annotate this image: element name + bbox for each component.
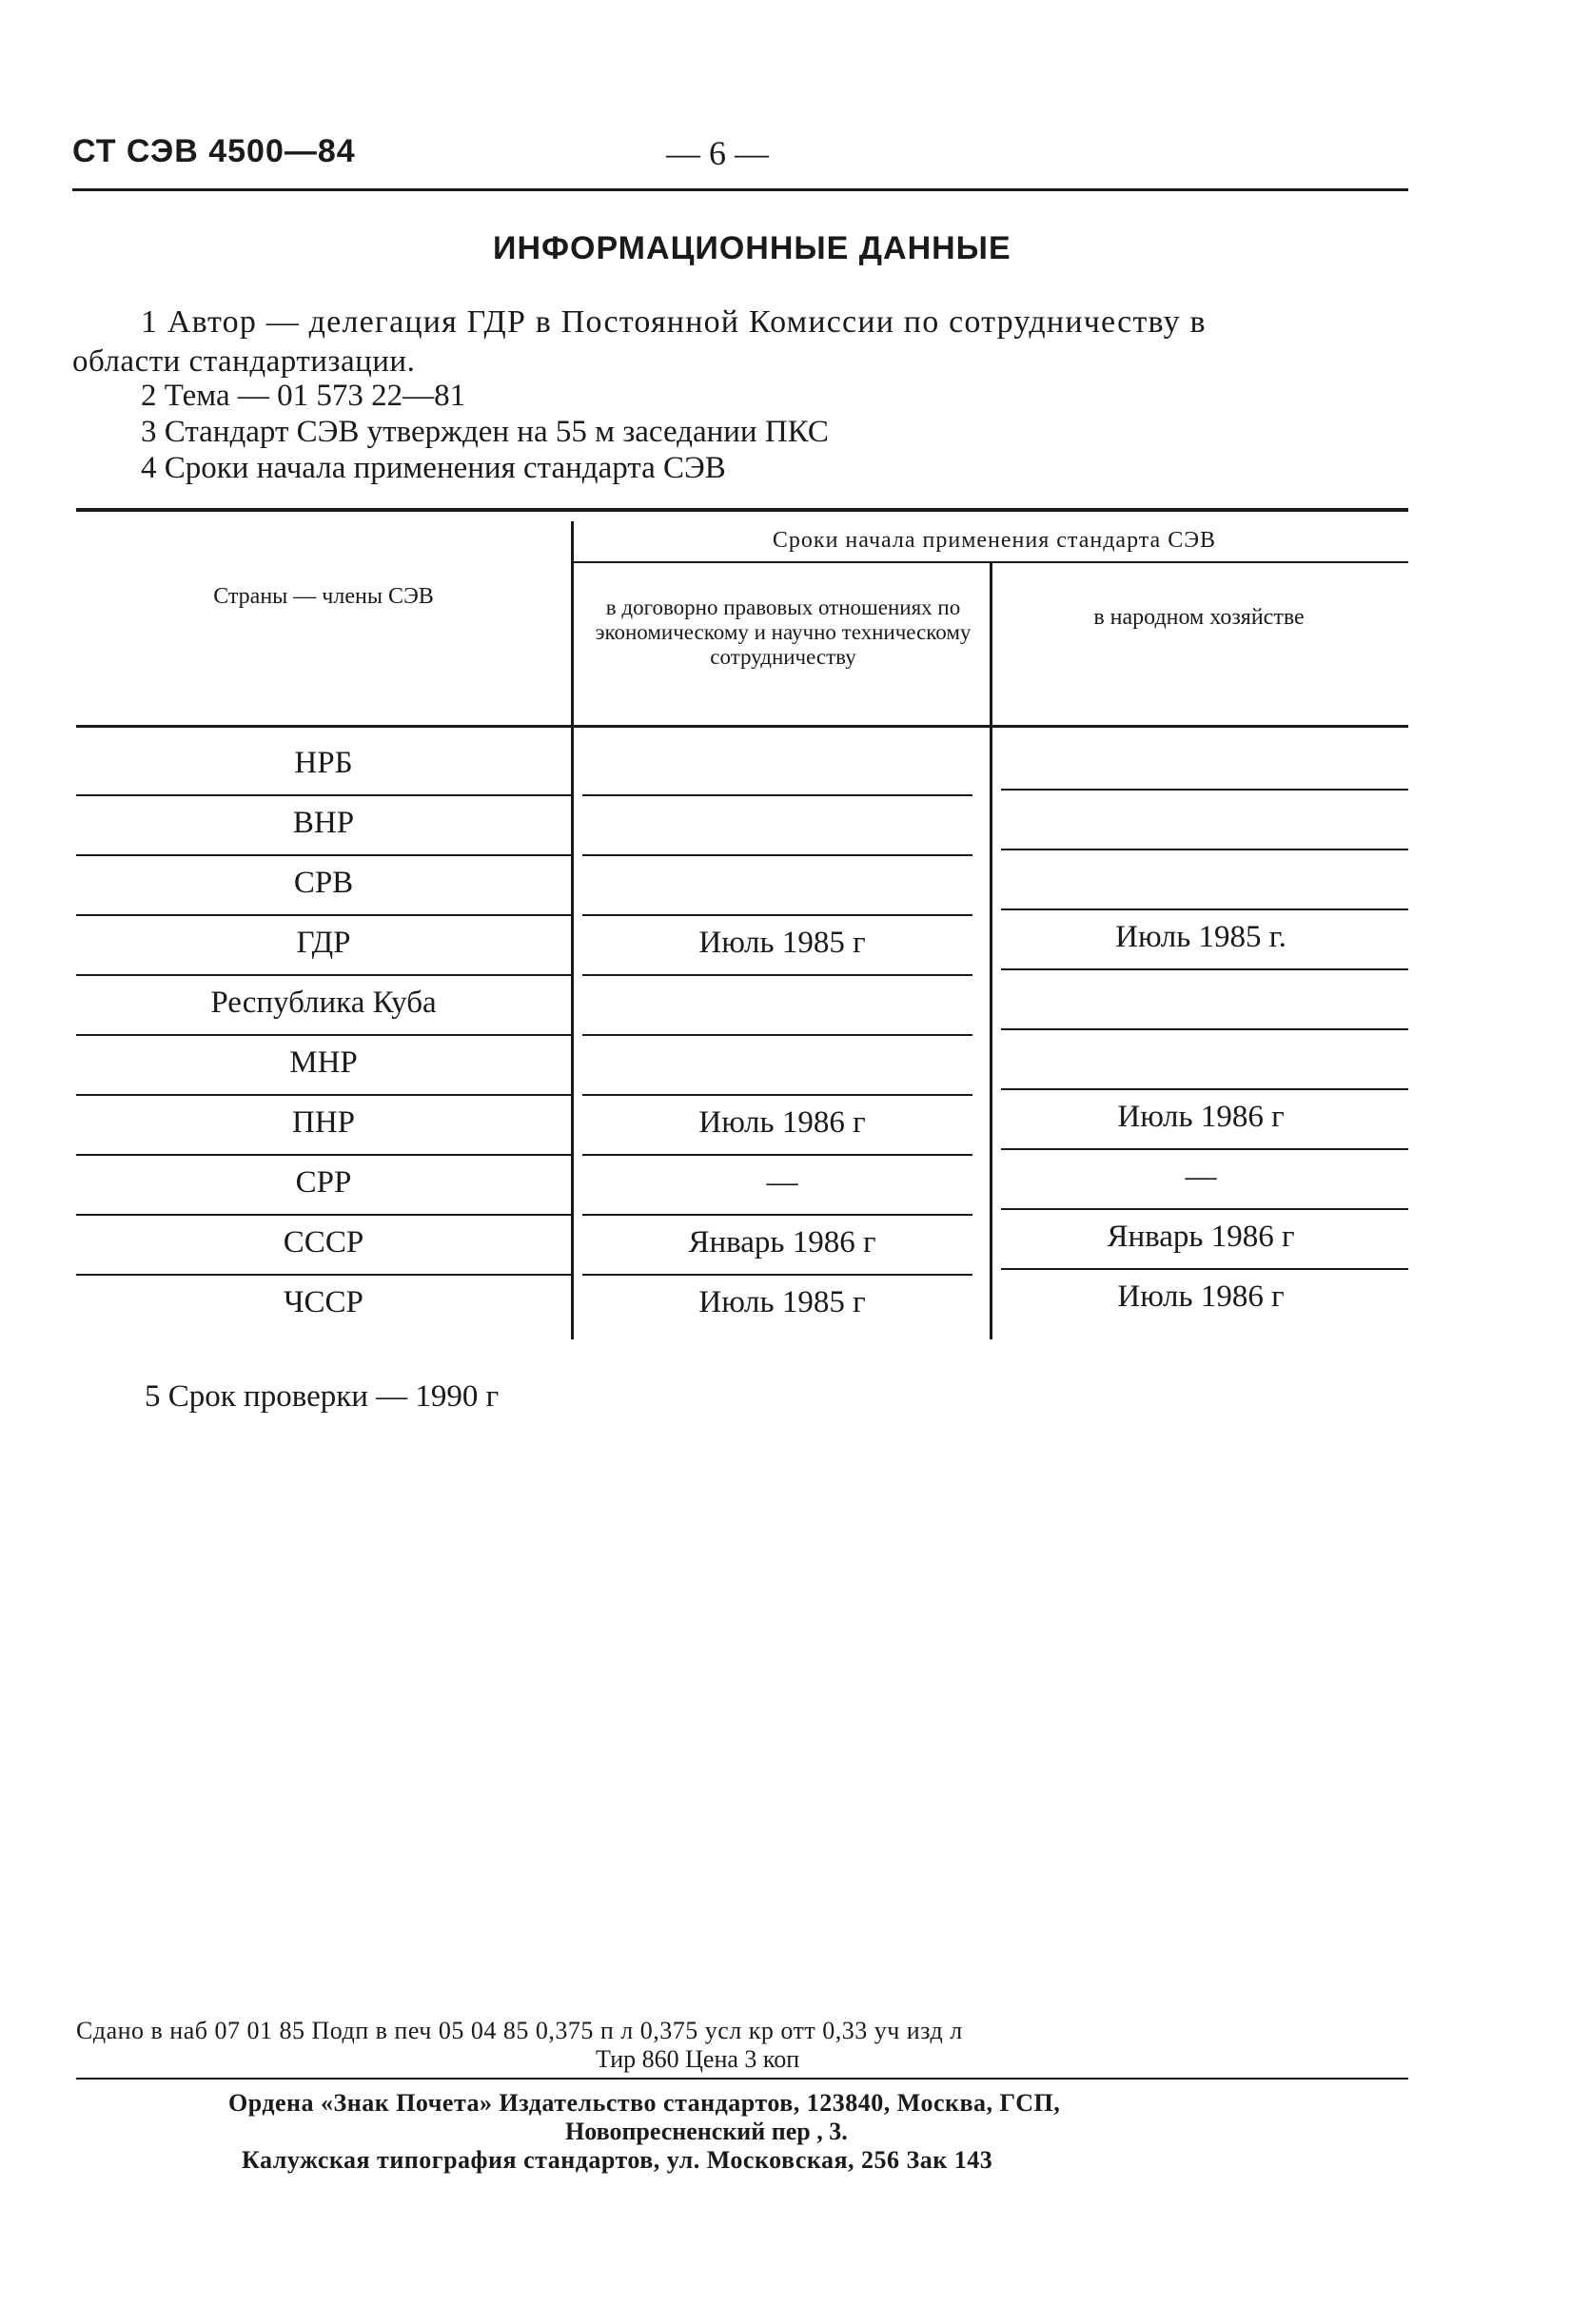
- row-rule: [1001, 1028, 1408, 1030]
- imprint-line-3: Ордена «Знак Почета» Издательство стандартов, 123840, Москва, ГСП,: [228, 2089, 1061, 2117]
- cell-country: ВНР: [292, 806, 355, 840]
- row-rule: [1001, 908, 1408, 910]
- cell-country: СССР: [283, 1225, 364, 1260]
- row-rule: [582, 794, 972, 796]
- row-rule: [1001, 968, 1408, 970]
- cell-country: СРВ: [293, 866, 354, 900]
- row-rule: [582, 1094, 972, 1096]
- row-rule: [1001, 849, 1408, 850]
- imprint-line-1: Сдано в наб 07 01 85 Подп в печ 05 04 85 0,375 п л 0,375 усл кр отт 0,33 уч изд л: [76, 2017, 963, 2044]
- imprint-line-4: Новопресненский пер , 3.: [565, 2118, 848, 2145]
- table-vline-2: [990, 563, 992, 1339]
- header-rule: [72, 188, 1408, 191]
- item-5: 5 Срок проверки — 1990 г: [145, 1379, 500, 1414]
- row-rule: [582, 1274, 972, 1276]
- item-1-line-1: 1 Автор — делегация ГДР в Постоянной Комиссии по сотрудничеству в: [141, 304, 1207, 340]
- imprint-line-2: Тир 860 Цена 3 коп: [596, 2045, 800, 2073]
- row-rule: [1001, 1088, 1408, 1090]
- imprint-line-5: Калужская типография стандартов, ул. Московская, 256 Зак 143: [242, 2146, 993, 2174]
- item-1-line-2: области стандартизации.: [72, 344, 416, 379]
- cell-country: ЧССР: [284, 1285, 363, 1319]
- row-rule: [582, 914, 972, 916]
- row-rule: [1001, 1268, 1408, 1270]
- row-rule: [76, 1094, 571, 1096]
- column-header-country: Страны — члены СЭВ: [213, 584, 434, 609]
- row-rule: [76, 1274, 571, 1276]
- row-rule: [76, 914, 571, 916]
- row-rule: [76, 1154, 571, 1156]
- cell-contract-date: Январь 1986 г: [688, 1225, 876, 1260]
- cell-economy-date: —: [1185, 1160, 1217, 1194]
- column-header-contract: в договорно правовых отношениях по экономическому и научно техническому сотрудничеству: [595, 596, 972, 669]
- row-rule: [76, 794, 571, 796]
- table-vline-1: [571, 521, 574, 1339]
- cell-contract-date: Июль 1985 г: [698, 1285, 866, 1319]
- row-rule: [582, 1214, 972, 1216]
- cell-economy-date: Январь 1986 г: [1107, 1220, 1295, 1254]
- header-bottom-rule: [76, 725, 1408, 728]
- document-code: СТ СЭВ 4500—84: [72, 133, 356, 169]
- imprint-rule: [76, 2078, 1408, 2080]
- group-header-rule: [573, 561, 1408, 563]
- cell-contract-date: Июль 1986 г: [698, 1105, 866, 1140]
- cell-country: НРБ: [294, 746, 353, 780]
- row-rule: [582, 854, 972, 856]
- cell-country: ПНР: [291, 1105, 356, 1140]
- row-rule: [76, 1034, 571, 1036]
- row-rule: [582, 1034, 972, 1036]
- cell-economy-date: Июль 1986 г: [1117, 1279, 1285, 1314]
- cell-contract-date: —: [766, 1165, 798, 1200]
- row-rule: [582, 1154, 972, 1156]
- row-rule: [1001, 789, 1408, 791]
- cell-country: ГДР: [296, 926, 351, 960]
- row-rule: [76, 854, 571, 856]
- column-header-economy: в народном хозяйстве: [1093, 605, 1305, 630]
- page-number: — 6 —: [666, 134, 769, 172]
- row-rule: [76, 1214, 571, 1216]
- cell-country: Республика Куба: [210, 986, 437, 1020]
- cell-country: МНР: [289, 1045, 358, 1080]
- column-group-header: Сроки начала применения стандарта СЭВ: [772, 528, 1217, 553]
- item-2: 2 Тема — 01 573 22—81: [141, 379, 466, 413]
- cell-contract-date: Июль 1985 г: [698, 926, 866, 960]
- cell-country: СРР: [295, 1165, 352, 1200]
- cell-economy-date: Июль 1986 г: [1117, 1100, 1285, 1134]
- item-4: 4 Сроки начала применения стандарта СЭВ: [141, 451, 726, 485]
- row-rule: [1001, 1148, 1408, 1150]
- row-rule: [1001, 1208, 1408, 1210]
- row-rule: [582, 974, 972, 976]
- cell-economy-date: Июль 1985 г.: [1115, 920, 1286, 954]
- row-rule: [76, 974, 571, 976]
- item-3: 3 Стандарт СЭВ утвержден на 55 м заседании ПКС: [141, 415, 829, 449]
- table-top-rule: [76, 508, 1408, 512]
- section-title: ИНФОРМАЦИОННЫЕ ДАННЫЕ: [493, 230, 1011, 266]
